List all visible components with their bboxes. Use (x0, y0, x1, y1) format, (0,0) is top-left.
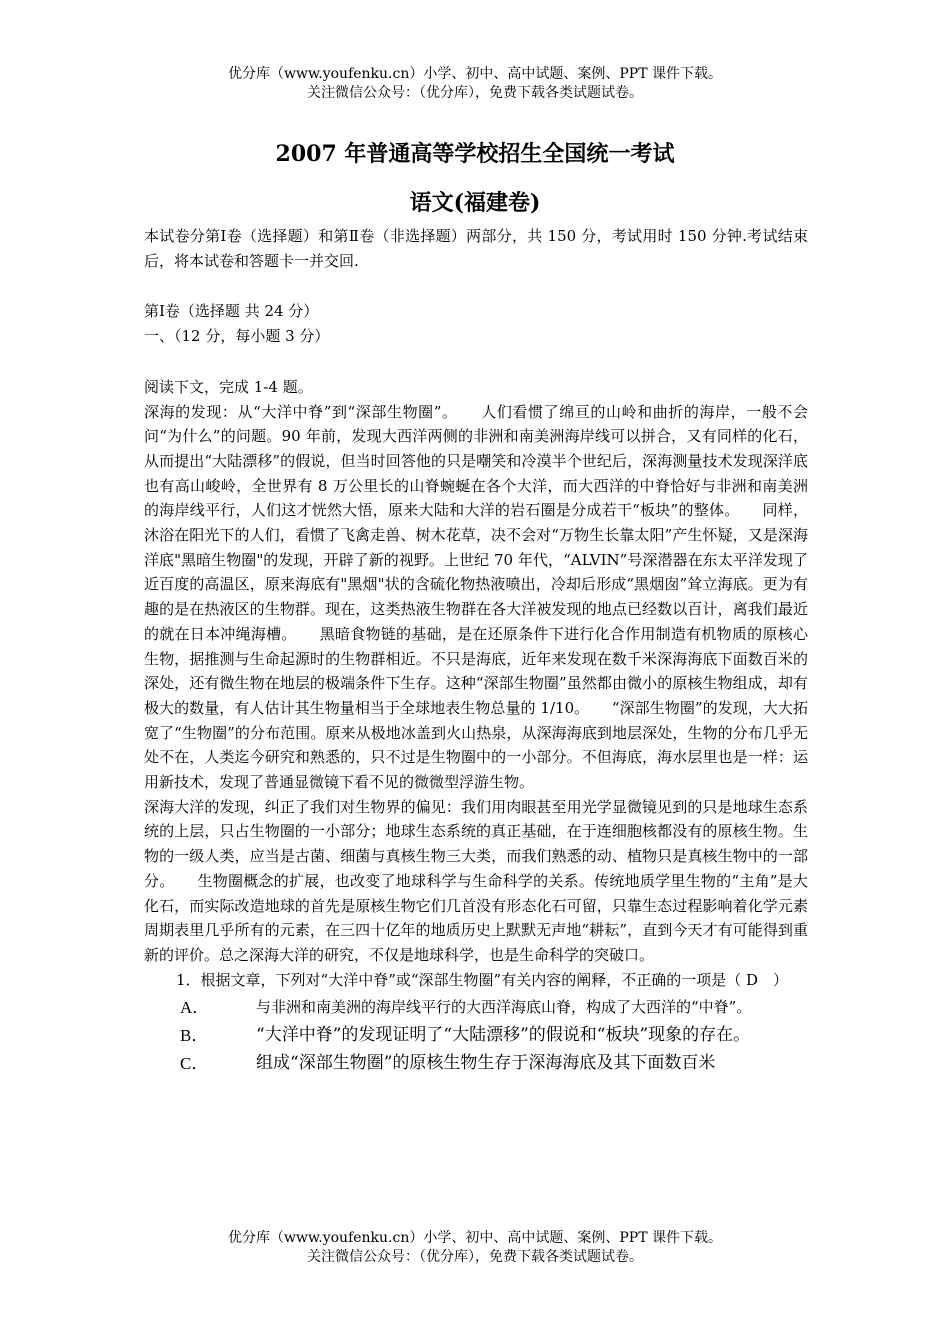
reading-instruction: 阅读下文，完成 1-4 题。 (144, 377, 313, 396)
header-line-2: 关注微信公众号：（优分库），免费下载各类试题试卷。 (307, 85, 643, 101)
passage-paragraph: 深海的发现：从“大洋中脊”到“深部生物圈”。 人们看惯了绵亘的山岭和曲折的海岸，一般不会问“为什么”的问题。90 年前，发现大西洋两侧的非洲和南美洲海岸线可以拼合，又有同样的化石，从而提出“大陆漂移”的假说，但当时回答他的只是嘲笑和冷漠半个世纪后，深海测量技术发现深洋底也有高山峻岭，全世界有 8 万公里长的山脊蜿蜒在各个大洋，而大西洋的中脊恰好与非洲和南美洲的海岸线平行，人们这才恍然大悟，原来大陆和大洋的岩石圈是分成若干“板块”的整体。 同样，沐浴在阳光下的人们，看惯了飞禽走兽、树木花草，决不会对“万物生长靠太阳”产生怀疑，又是深海洋底"黑暗生物圈"的发现，开辟了新的视野。上世纪 70 年代，“ALVIN”号深潜器在东太平洋发现了近百度的高温区，原来海底有"黑烟"状的含硫化物热液喷出，冷却后形成“黑烟囱”耸立海底。更为有趣的是在热液区的生物群。现在，这类热液生物群在各大洋被发现的地点已经数以百计，离我们最近的就在日本冲绳海槽。 黑暗食物链的基础，是在还原条件下进行化合作用制造有机物质的原核心生物，据推测与生命起源时的生物群相近。不只是海底，近年来发现在数千米深海海底下面数百米的深处，还有微生物在地层的极端条件下生存。这种“深部生物圈”虽然都由微小的原核生物组成，却有极大的数量，有人估计其生物量相当于全球地表生物总量的 1/10。 “深部生物圈”的发现，大大拓宽了“生物圈”的分布范围。原来从极地冰盖到火山热泉，从深海海底到地层深处，生物的分布几乎无处不在，人类迄今研究和熟悉的，只不过是生物圈中的一小部分。不但海底，海水层里也是一样：运用新技术，发现了普通显微镜下看不见的微微型浮游生物。 (144, 402, 808, 792)
option-label: A． (180, 998, 210, 1018)
option-label: C． (180, 1054, 209, 1074)
option-c (180, 1051, 808, 1076)
footer-line-2: 关注微信公众号：（优分库），免费下载各类试题试卷。 (307, 1249, 643, 1265)
option-a (180, 995, 808, 1020)
exam-title: 2007 年普通高等学校招生全国统一考试 (275, 141, 675, 167)
passage-paragraph: 深海大洋的发现，纠正了我们对生物界的偏见：我们用肉眼甚至用光学显微镜见到的只是地球生态系统的上层，只占生物圈的一小部分；地球生态系统的真正基础，在于连细胞核都没有的原核生物。生物的一级人类，应当是古菌、细菌与真核生物三大类，而我们熟悉的动、植物只是真核生物中的一部分。 生物圈概念的扩展，也改变了地球科学与生命科学的关系。传统地质学里生物的“主角”是大化石，而实际改造地球的首先是原核生物它们几首没有形态化石可留，只靠生态过程影响着化学元素周期表里几乎所有的元素，在三四十亿年的地质历史上默默无声地“耕耘”，直到今天才有可能得到重新的评价。总之深海大洋的研究，不仅是地球科学，也是生命科学的突破口。 (144, 797, 808, 964)
volume-heading: 第Ⅰ卷（选择题 共 24 分） (144, 302, 319, 321)
question-1-stem: 1．根据文章，下列对“大洋中脊”或“深部生物圈”有关内容的阐释，不正确的一项是（ D ） (176, 970, 789, 989)
option-text: 与非洲和南美洲的海岸线平行的大西洋海底山脊，构成了大西洋的“中脊”。 (256, 998, 752, 1017)
exam-intro: 本试卷分第Ⅰ卷（选择题）和第Ⅱ卷（非选择题）两部分，共 150 分，考试用时 150 分钟.考试结束后，将本试卷和答题卡一并交回. (144, 227, 808, 270)
page-footer (0, 1229, 950, 1267)
footer-line-1: 优分库（www.youfenku.cn）小学、初中、高中试题、案例、PPT 课件下载。 (227, 1230, 722, 1246)
option-text: 组成“深部生物圈”的原核生物生存于深海海底及其下面数百米 (256, 1053, 716, 1074)
part-heading: 一、（12 分，每小题 3 分） (144, 327, 330, 346)
header-line-1: 优分库（www.youfenku.cn）小学、初中、高中试题、案例、PPT 课件下载。 (227, 66, 722, 82)
option-label: B． (180, 1026, 209, 1046)
document-body (144, 224, 808, 1076)
exam-subtitle: 语文(福建卷) (409, 190, 541, 216)
option-text: “大洋中脊”的发现证明了“大陆漂移”的假说和“板块”现象的存在。 (256, 1025, 751, 1046)
page-header (0, 65, 950, 103)
option-b (180, 1023, 808, 1048)
